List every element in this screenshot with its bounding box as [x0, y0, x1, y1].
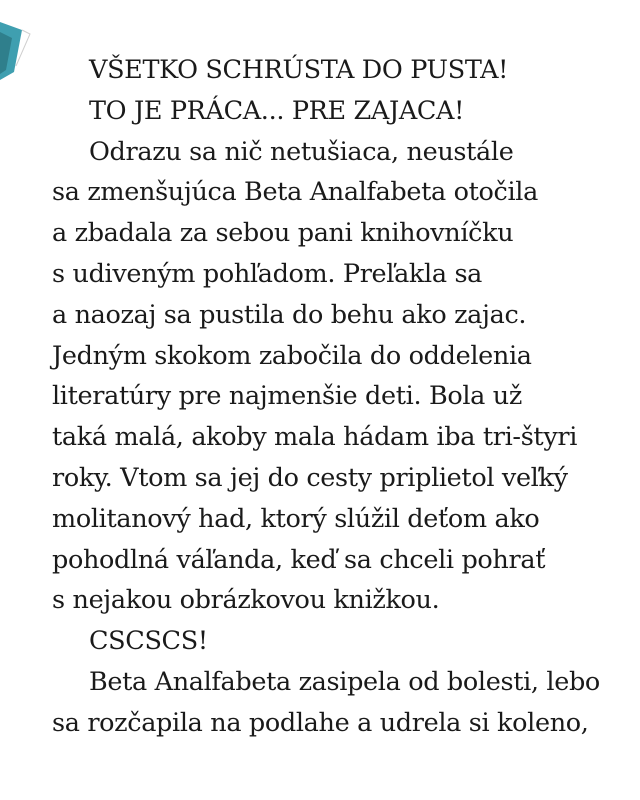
text-line-12: molitanový had, ktorý slúžil deťom ako: [52, 503, 540, 534]
text-line-1: VŠETKO SCHRÚSTA DO PUSTA!: [89, 55, 509, 85]
text-line-2: TO JE PRÁCA... PRE ZAJACA!: [89, 95, 465, 126]
text-line-8: Jedným skokom zabočila do oddelenia: [52, 340, 532, 371]
text-line-13: pohodlná váľanda, keď sa chceli pohrať: [52, 544, 546, 575]
corner-illustration: [0, 0, 40, 80]
text-line-15: CSCSCS!: [89, 626, 208, 657]
text-line-9: literatúry pre najmenšie deti. Bola už: [52, 381, 522, 412]
text-line-6: s udiveným pohľadom. Preľakla sa: [52, 258, 483, 289]
text-line-17: sa rozčapila na podlahe a udrela si koleno,: [52, 707, 589, 738]
text-line-3: Odrazu sa nič netušiaca, neustále: [89, 136, 514, 167]
text-line-4: sa zmenšujúca Beta Analfabeta otočila: [52, 177, 538, 208]
text-line-7: a naozaj sa pustila do behu ako zajac.: [52, 299, 527, 330]
text-line-11: roky. Vtom sa jej do cesty priplietol veľký: [52, 462, 568, 493]
story-text: [52, 50, 637, 744]
text-line-16: Beta Analfabeta zasipela od bolesti, lebo: [89, 666, 600, 697]
text-line-5: a zbadala za sebou pani knihovníčku: [52, 218, 514, 249]
text-line-10: taká malá, akoby mala hádam iba tri-štyri: [52, 422, 578, 453]
text-line-14: s nejakou obrázkovou knižkou.: [52, 585, 440, 616]
